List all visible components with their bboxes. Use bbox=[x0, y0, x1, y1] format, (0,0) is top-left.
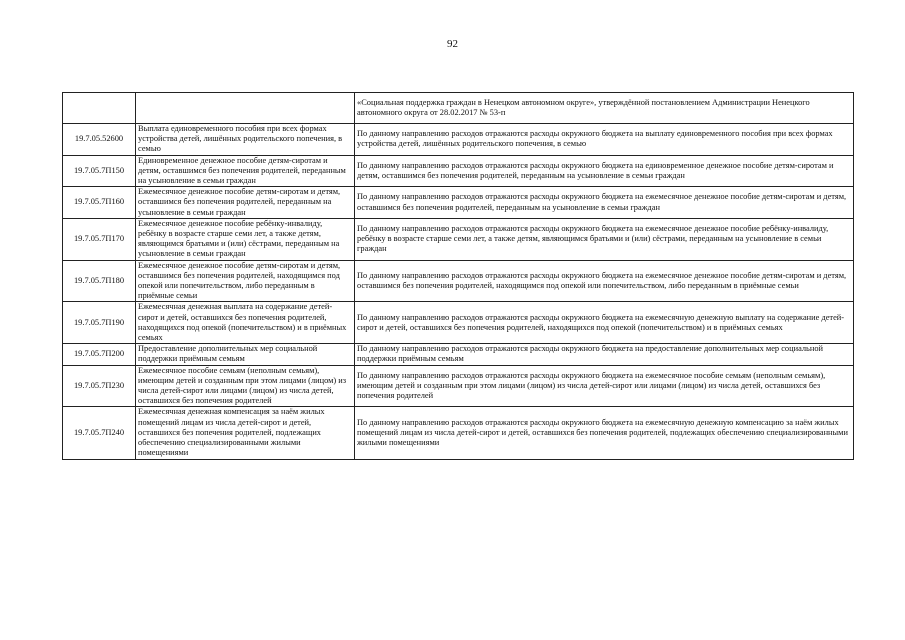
name-cell: Выплата единовременного пособия при всех формах устройства детей, лишённых родительского попечения, в семью bbox=[136, 124, 355, 156]
code-cell: 19.7.05.7П180 bbox=[63, 260, 136, 302]
name-cell: Предоставление дополнительных мер социальной поддержки приёмным семьям bbox=[136, 344, 355, 365]
code-cell: 19.7.05.7П170 bbox=[63, 218, 136, 260]
table-row bbox=[63, 344, 854, 365]
table-row-continuation bbox=[63, 93, 854, 124]
name-cell: Ежемесячное пособие семьям (неполным семьям), имеющим детей и созданным при этом лицами (лицом) из числа детей-сирот или лицами (лицом) из числа детей, оставшихся без попечения родителей bbox=[136, 365, 355, 407]
code-cell: 19.7.05.7П190 bbox=[63, 302, 136, 344]
name-cell: Ежемесячное денежное пособие детям-сиротам и детям, оставшимся без попечения родителей, находящимся под опекой или попечительством, либо переданным в приёмные семьи bbox=[136, 260, 355, 302]
description-cell: По данному направлению расходов отражаются расходы окружного бюджета на ежемесячную денежную компенсацию за наём жилых помещений лицам из числа детей-сирот и детей, оставшихся без попечения родителей, подлежащих обеспечению специализированными жилыми помещениями bbox=[355, 407, 854, 459]
table-row bbox=[63, 365, 854, 407]
name-cell: Единовременное денежное пособие детям-сиротам и детям, оставшимся без попечения родителей, переданным на усыновление в семьи граждан bbox=[136, 155, 355, 187]
table-row bbox=[63, 124, 854, 156]
code-cell bbox=[63, 93, 136, 124]
code-cell: 19.7.05.7П200 bbox=[63, 344, 136, 365]
table-row bbox=[63, 407, 854, 459]
table-row bbox=[63, 218, 854, 260]
code-cell: 19.7.05.7П230 bbox=[63, 365, 136, 407]
description-cell: «Социальная поддержка граждан в Ненецком автономном округе», утверждённой постановлением Администрации Ненецкого автономного округа от 28.02.2017 № 53-п bbox=[355, 93, 854, 124]
description-cell: По данному направлению расходов отражаются расходы окружного бюджета на ежемесячное денежное пособие ребёнку-инвалиду, ребёнку в возрасте старше семи лет, а также детям, являющимся братьями и (или) сёстрами, переданным на усыновление в семьи граждан bbox=[355, 218, 854, 260]
description-cell: По данному направлению расходов отражаются расходы окружного бюджета на ежемесячное пособие семьям (неполным семьям), имеющим детей и созданным при этом лицами (лицом) из числа детей-сирот или лицами (лицом) из числа детей, оставшихся без попечения родителей bbox=[355, 365, 854, 407]
table-row bbox=[63, 155, 854, 187]
description-cell: По данному направлению расходов отражаются расходы окружного бюджета на ежемесячное денежное пособие детям-сиротам и детям, оставшимся без попечения родителей, переданным на усыновление в семьи граждан bbox=[355, 187, 854, 219]
description-cell: По данному направлению расходов отражаются расходы окружного бюджета на выплату единовременного пособия при всех формах устройства детей, лишённых родительского попечения, в семью bbox=[355, 124, 854, 156]
table-row bbox=[63, 187, 854, 219]
name-cell: Ежемесячное денежное пособие детям-сиротам и детям, оставшимся без попечения родителей, переданным на усыновление в семьи граждан bbox=[136, 187, 355, 219]
name-cell: Ежемесячная денежная выплата на содержание детей-сирот и детей, оставшихся без попечения родителей, находящихся под опекой (попечительством) и в приёмных семьях bbox=[136, 302, 355, 344]
description-cell: По данному направлению расходов отражаются расходы окружного бюджета на ежемесячное денежное пособие детям-сиротам и детям, оставшимся без попечения родителей, находящимся под опекой или попечительством, либо переданным в приёмные семьи bbox=[355, 260, 854, 302]
code-cell: 19.7.05.7П240 bbox=[63, 407, 136, 459]
description-cell: По данному направлению расходов отражаются расходы окружного бюджета на единовременное денежное пособие детям-сиротам и детям, оставшимся без попечения родителей, переданным на усыновление в семьи граждан bbox=[355, 155, 854, 187]
table-row bbox=[63, 260, 854, 302]
code-cell: 19.7.05.7П150 bbox=[63, 155, 136, 187]
budget-classification-table bbox=[62, 92, 854, 460]
description-cell: По данному направлению расходов отражаются расходы окружного бюджета на предоставление дополнительных мер социальной поддержки приёмным семьям bbox=[355, 344, 854, 365]
name-cell bbox=[136, 93, 355, 124]
code-cell: 19.7.05.7П160 bbox=[63, 187, 136, 219]
code-cell: 19.7.05.52600 bbox=[63, 124, 136, 156]
table-row bbox=[63, 302, 854, 344]
description-cell: По данному направлению расходов отражаются расходы окружного бюджета на ежемесячную денежную выплату на содержание детей-сирот и детей, оставшихся без попечения родителей, находящихся под опекой (попечительством) и в приёмных семьях bbox=[355, 302, 854, 344]
page-number: 92 bbox=[447, 38, 458, 50]
name-cell: Ежемесячное денежное пособие ребёнку-инвалиду, ребёнку в возрасте старше семи лет, а также детям, являющимся братьями и (или) сёстрами, переданным на усыновление в семьи граждан bbox=[136, 218, 355, 260]
name-cell: Ежемесячная денежная компенсация за наём жилых помещений лицам из числа детей-сирот и детей, оставшихся без попечения родителей, подлежащих обеспечению специализированными жилыми помещениями bbox=[136, 407, 355, 459]
